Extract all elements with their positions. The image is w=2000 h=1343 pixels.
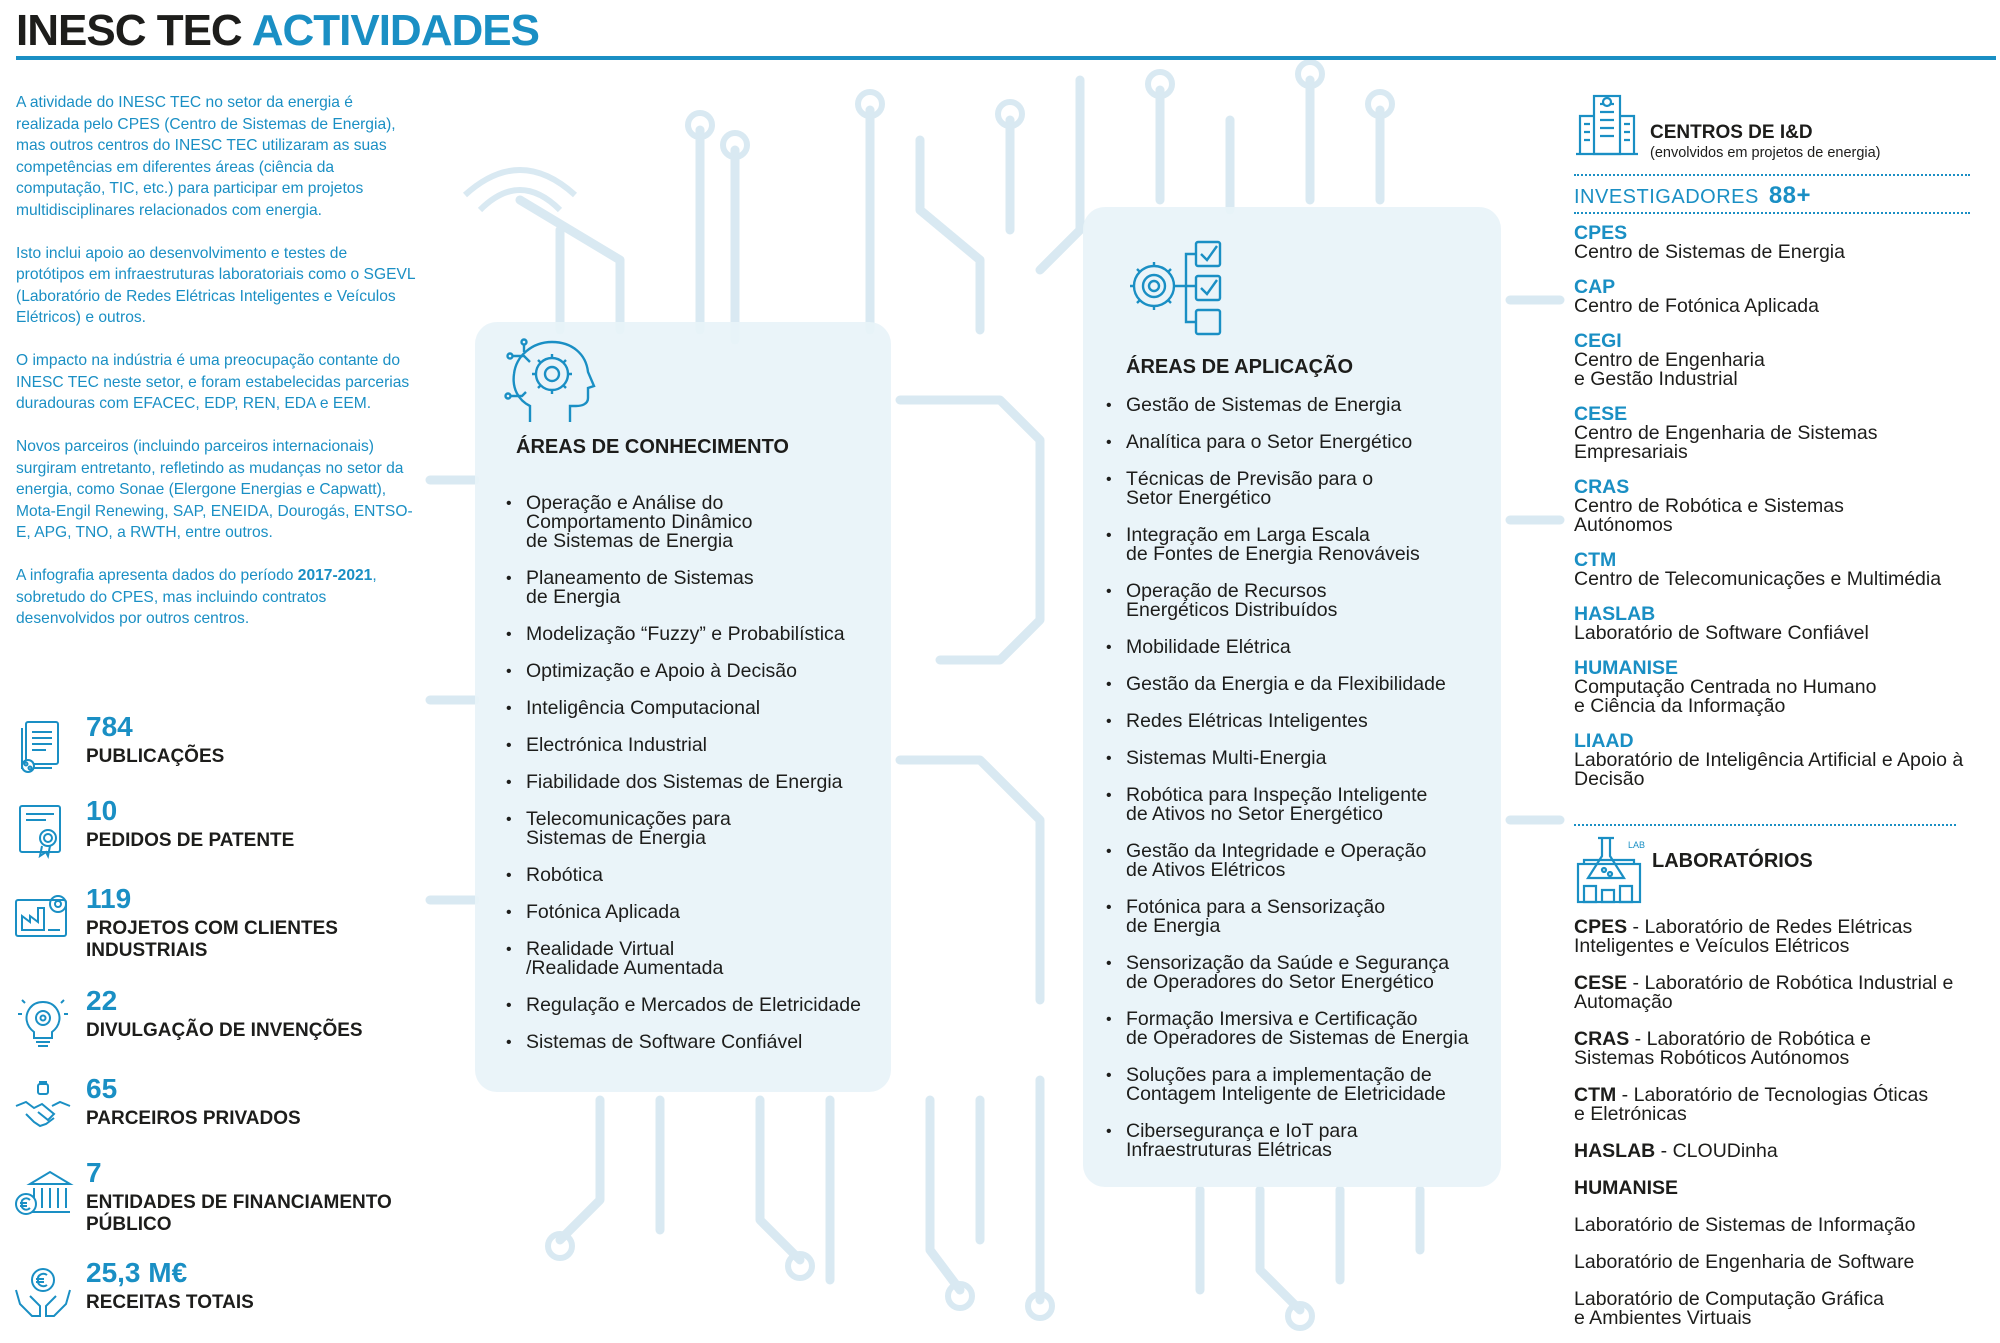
stat-value: 22 xyxy=(86,985,118,1016)
intro-paragraph-3: O impacto na indústria é uma preocupação contante do INESC TEC neste setor, e foram estabelecidas parcerias duradouras com EFACEC, EDP, REN, EDA e EEM. xyxy=(16,352,410,412)
knowledge-area-item: • Modelização “Fuzzy” e Probabilística xyxy=(500,625,890,644)
lab-item: Laboratório de Engenharia de Software xyxy=(1574,1251,1915,1273)
labs-title: LABORATÓRIOS xyxy=(1652,850,1813,872)
document-share-icon xyxy=(12,718,74,776)
lab-item: CTM - Laboratório de Tecnologias Óticas e Eletrónicas xyxy=(1574,1084,1929,1125)
application-area-item: • Sistemas Multi-Energia xyxy=(1100,749,1500,768)
intro-text xyxy=(16,92,416,651)
knowledge-area-item: • Fiabilidade dos Sistemas de Energia xyxy=(500,773,890,792)
researchers-count: INVESTIGADORES 88+ xyxy=(1574,182,1812,209)
center-code: CEGI xyxy=(1574,330,1622,352)
center-code: CRAS xyxy=(1574,476,1630,498)
application-area-item: • Gestão da Integridade e Operação de Ativos Elétricos xyxy=(1100,842,1500,880)
building-icon xyxy=(1574,92,1640,158)
stat-label: PUBLICAÇÕES xyxy=(86,746,225,767)
center-item xyxy=(1574,659,2000,716)
page-header xyxy=(16,6,1996,56)
stat-value: 784 xyxy=(86,711,133,742)
application-area-item: • Formação Imersiva e Certificação de Operadores de Sistemas de Energia xyxy=(1100,1010,1500,1048)
stat-label: RECEITAS TOTAIS xyxy=(86,1292,254,1313)
application-area-item: • Robótica para Inspeção Inteligente de Ativos no Setor Energético xyxy=(1100,786,1500,824)
factory-blueprint-icon xyxy=(12,890,74,948)
government-euro-icon xyxy=(12,1164,74,1222)
stat-value: 119 xyxy=(86,883,132,914)
lab-item: Laboratório de Computação Gráfica e Ambientes Virtuais xyxy=(1574,1288,1885,1329)
center-item xyxy=(1574,732,2000,789)
header-divider xyxy=(16,56,1996,60)
knowledge-areas-list xyxy=(500,494,890,1070)
dotted-divider xyxy=(1574,212,1970,214)
lab-item xyxy=(1574,1179,2000,1198)
center-name: Laboratório de Software Confiável xyxy=(1574,622,1869,644)
center-item xyxy=(1574,224,2000,262)
center-item xyxy=(1574,332,2000,389)
intro-paragraph-1: A atividade do INESC TEC no setor da energia é realizada pelo CPES (Centro de Sistemas de Energia), mas outros centros do INESC TEC utilizaram as suas competências em diferentes áreas (ciência da computação, TIC, etc.) para participar em projetos multidisciplinares relacionados com energia. xyxy=(16,94,396,219)
gear-checklist-icon xyxy=(1124,236,1228,340)
lab-flask-icon xyxy=(1574,834,1646,906)
stat-label: PARCEIROS PRIVADOS xyxy=(86,1108,301,1129)
center-name: Centro de Sistemas de Energia xyxy=(1574,241,1845,263)
application-area-item: • Analítica para o Setor Energético xyxy=(1100,433,1500,452)
application-area-item: • Integração em Larga Escala de Fontes de Energia Renováveis xyxy=(1100,526,1500,564)
knowledge-areas-title: ÁREAS DE CONHECIMENTO xyxy=(516,436,789,458)
knowledge-area-item: • Planeamento de Sistemas de Energia xyxy=(500,569,890,607)
application-area-item: • Técnicas de Previsão para o Setor Energético xyxy=(1100,470,1500,508)
center-name: Centro de Fotónica Aplicada xyxy=(1574,295,1819,317)
lightbulb-gear-icon xyxy=(12,992,74,1050)
stat-value: 7 xyxy=(86,1157,102,1188)
stat-value: 25,3 M€ xyxy=(86,1257,188,1288)
intro-paragraph-5: A infografia apresenta dados do período 2017-2021, sobretudo do CPES, mas incluindo contratos desenvolvidos por outros centros. xyxy=(16,567,377,627)
center-name: Centro de Telecomunicações e Multimédia xyxy=(1574,568,1942,590)
centers-title: CENTROS DE I&D xyxy=(1650,122,1813,143)
center-name: Centro de Robótica e Sistemas Autónomos xyxy=(1574,495,1844,536)
application-area-item: • Sensorização da Saúde e Segurança de Operadores do Setor Energético xyxy=(1100,954,1500,992)
application-area-item: • Redes Elétricas Inteligentes xyxy=(1100,712,1500,731)
knowledge-area-item: • Electrónica Industrial xyxy=(500,736,890,755)
application-areas-title: ÁREAS DE APLICAÇÃO xyxy=(1126,356,1354,378)
center-code: CAP xyxy=(1574,276,1616,298)
knowledge-area-item: • Optimização e Apoio à Decisão xyxy=(500,662,890,681)
handshake-icon xyxy=(12,1080,74,1138)
knowledge-area-item: • Realidade Virtual /Realidade Aumentada xyxy=(500,940,890,978)
header-title-blue: ACTIVIDADES xyxy=(251,6,539,55)
application-area-item: • Operação de Recursos Energéticos Distribuídos xyxy=(1100,582,1500,620)
intro-paragraph-2: Isto inclui apoio ao desenvolvimento e testes de protótipos em infraestruturas laboratoriais como o SGEVL (Laboratório de Redes Elétricas Inteligentes e Veículos Elétricos) e outros. xyxy=(16,244,415,326)
center-code: CPES xyxy=(1574,222,1628,244)
head-gear-icon xyxy=(504,336,602,426)
application-area-item: • Mobilidade Elétrica xyxy=(1100,638,1500,657)
center-name: Computação Centrada no Humano e Ciência da Informação xyxy=(1574,676,1877,717)
knowledge-area-item: • Telecomunicações para Sistemas de Energia xyxy=(500,810,890,848)
header-title-dark: INESC TEC xyxy=(16,6,242,55)
intro-paragraph-4: Novos parceiros (incluindo parceiros internacionais) surgiram entretanto, refletindo as mudanças no setor da energia, como Sonae (Elergone Energias e Capwatt), Mota-Engil Renewing, SAP, ENEIDA, Dourogás, ENTSO-E, APG, TNO, a RWTH, entre outros. xyxy=(16,438,413,541)
center-item xyxy=(1574,478,2000,535)
lab-item: Laboratório de Sistemas de Informação xyxy=(1574,1214,1916,1236)
application-area-item: • Soluções para a implementação de Contagem Inteligente de Eletricidade xyxy=(1100,1066,1500,1104)
labs-list xyxy=(1574,918,2000,1343)
center-code: CESE xyxy=(1574,403,1628,425)
knowledge-area-item: • Regulação e Mercados de Eletricidade xyxy=(500,996,890,1015)
center-code: HUMANISE xyxy=(1574,657,1679,679)
center-code: HASLAB xyxy=(1574,603,1656,625)
knowledge-area-item: • Sistemas de Software Confiável xyxy=(500,1033,890,1052)
lab-center-code: CPES xyxy=(1574,916,1628,938)
application-area-item: • Gestão da Energia e da Flexibilidade xyxy=(1100,675,1500,694)
center-name: Centro de Engenharia e Gestão Industrial xyxy=(1574,349,1765,390)
center-name: Laboratório de Inteligência Artificial e Apoio à Decisão xyxy=(1574,749,1964,790)
lab-item: CPES - Laboratório de Redes Elétricas Inteligentes e Veículos Elétricos xyxy=(1574,916,1913,957)
knowledge-area-item: • Operação e Análise do Comportamento Dinâmico de Sistemas de Energia xyxy=(500,494,890,551)
center-code: CTM xyxy=(1574,549,1617,571)
svg-text:LAB: LAB xyxy=(1628,840,1646,850)
center-code: LIAAD xyxy=(1574,730,1634,752)
center-item xyxy=(1574,605,2000,643)
center-name: Centro de Engenharia de Sistemas Empresariais xyxy=(1574,422,1878,463)
dotted-divider xyxy=(1574,824,1956,826)
stat-value: 10 xyxy=(86,795,118,826)
centers-list xyxy=(1574,224,2000,805)
application-area-item: • Gestão de Sistemas de Energia xyxy=(1100,396,1500,415)
center-item xyxy=(1574,278,2000,316)
lab-item: HASLAB - CLOUDinha xyxy=(1574,1140,1778,1162)
stat-value: 65 xyxy=(86,1073,118,1104)
lab-item: CRAS - Laboratório de Robótica e Sistemas Robóticos Autónomos xyxy=(1574,1028,1872,1069)
center-item xyxy=(1574,551,2000,589)
stat-label: PEDIDOS DE PATENTE xyxy=(86,830,295,851)
stat-label: DIVULGAÇÃO DE INVENÇÕES xyxy=(86,1020,363,1041)
knowledge-area-item: • Fotónica Aplicada xyxy=(500,903,890,922)
lab-center-code: CESE xyxy=(1574,972,1628,994)
lab-center-code: CTM xyxy=(1574,1084,1617,1106)
lab-center-code: CRAS xyxy=(1574,1028,1630,1050)
lab-item: CESE - Laboratório de Robótica Industrial e Automação xyxy=(1574,972,1954,1013)
knowledge-area-item: • Robótica xyxy=(500,866,890,885)
certificate-icon xyxy=(12,802,74,860)
application-areas-list xyxy=(1100,396,1500,1178)
application-area-item: • Fotónica para a Sensorização de Energia xyxy=(1100,898,1500,936)
centers-subtitle: (envolvidos em projetos de energia) xyxy=(1650,145,1881,161)
lab-center-code: HUMANISE xyxy=(1574,1177,1679,1199)
lab-center-code: HASLAB xyxy=(1574,1140,1656,1162)
knowledge-area-item: • Inteligência Computacional xyxy=(500,699,890,718)
center-item xyxy=(1574,405,2000,462)
stat-label: ENTIDADES DE FINANCIAMENTO PÚBLICO xyxy=(86,1192,392,1235)
euro-hands-icon xyxy=(12,1264,74,1322)
dotted-divider xyxy=(1574,174,1970,176)
application-area-item: • Cibersegurança e IoT para Infraestruturas Elétricas xyxy=(1100,1122,1500,1160)
stat-label: PROJETOS COM CLIENTES INDUSTRIAIS xyxy=(86,918,338,961)
